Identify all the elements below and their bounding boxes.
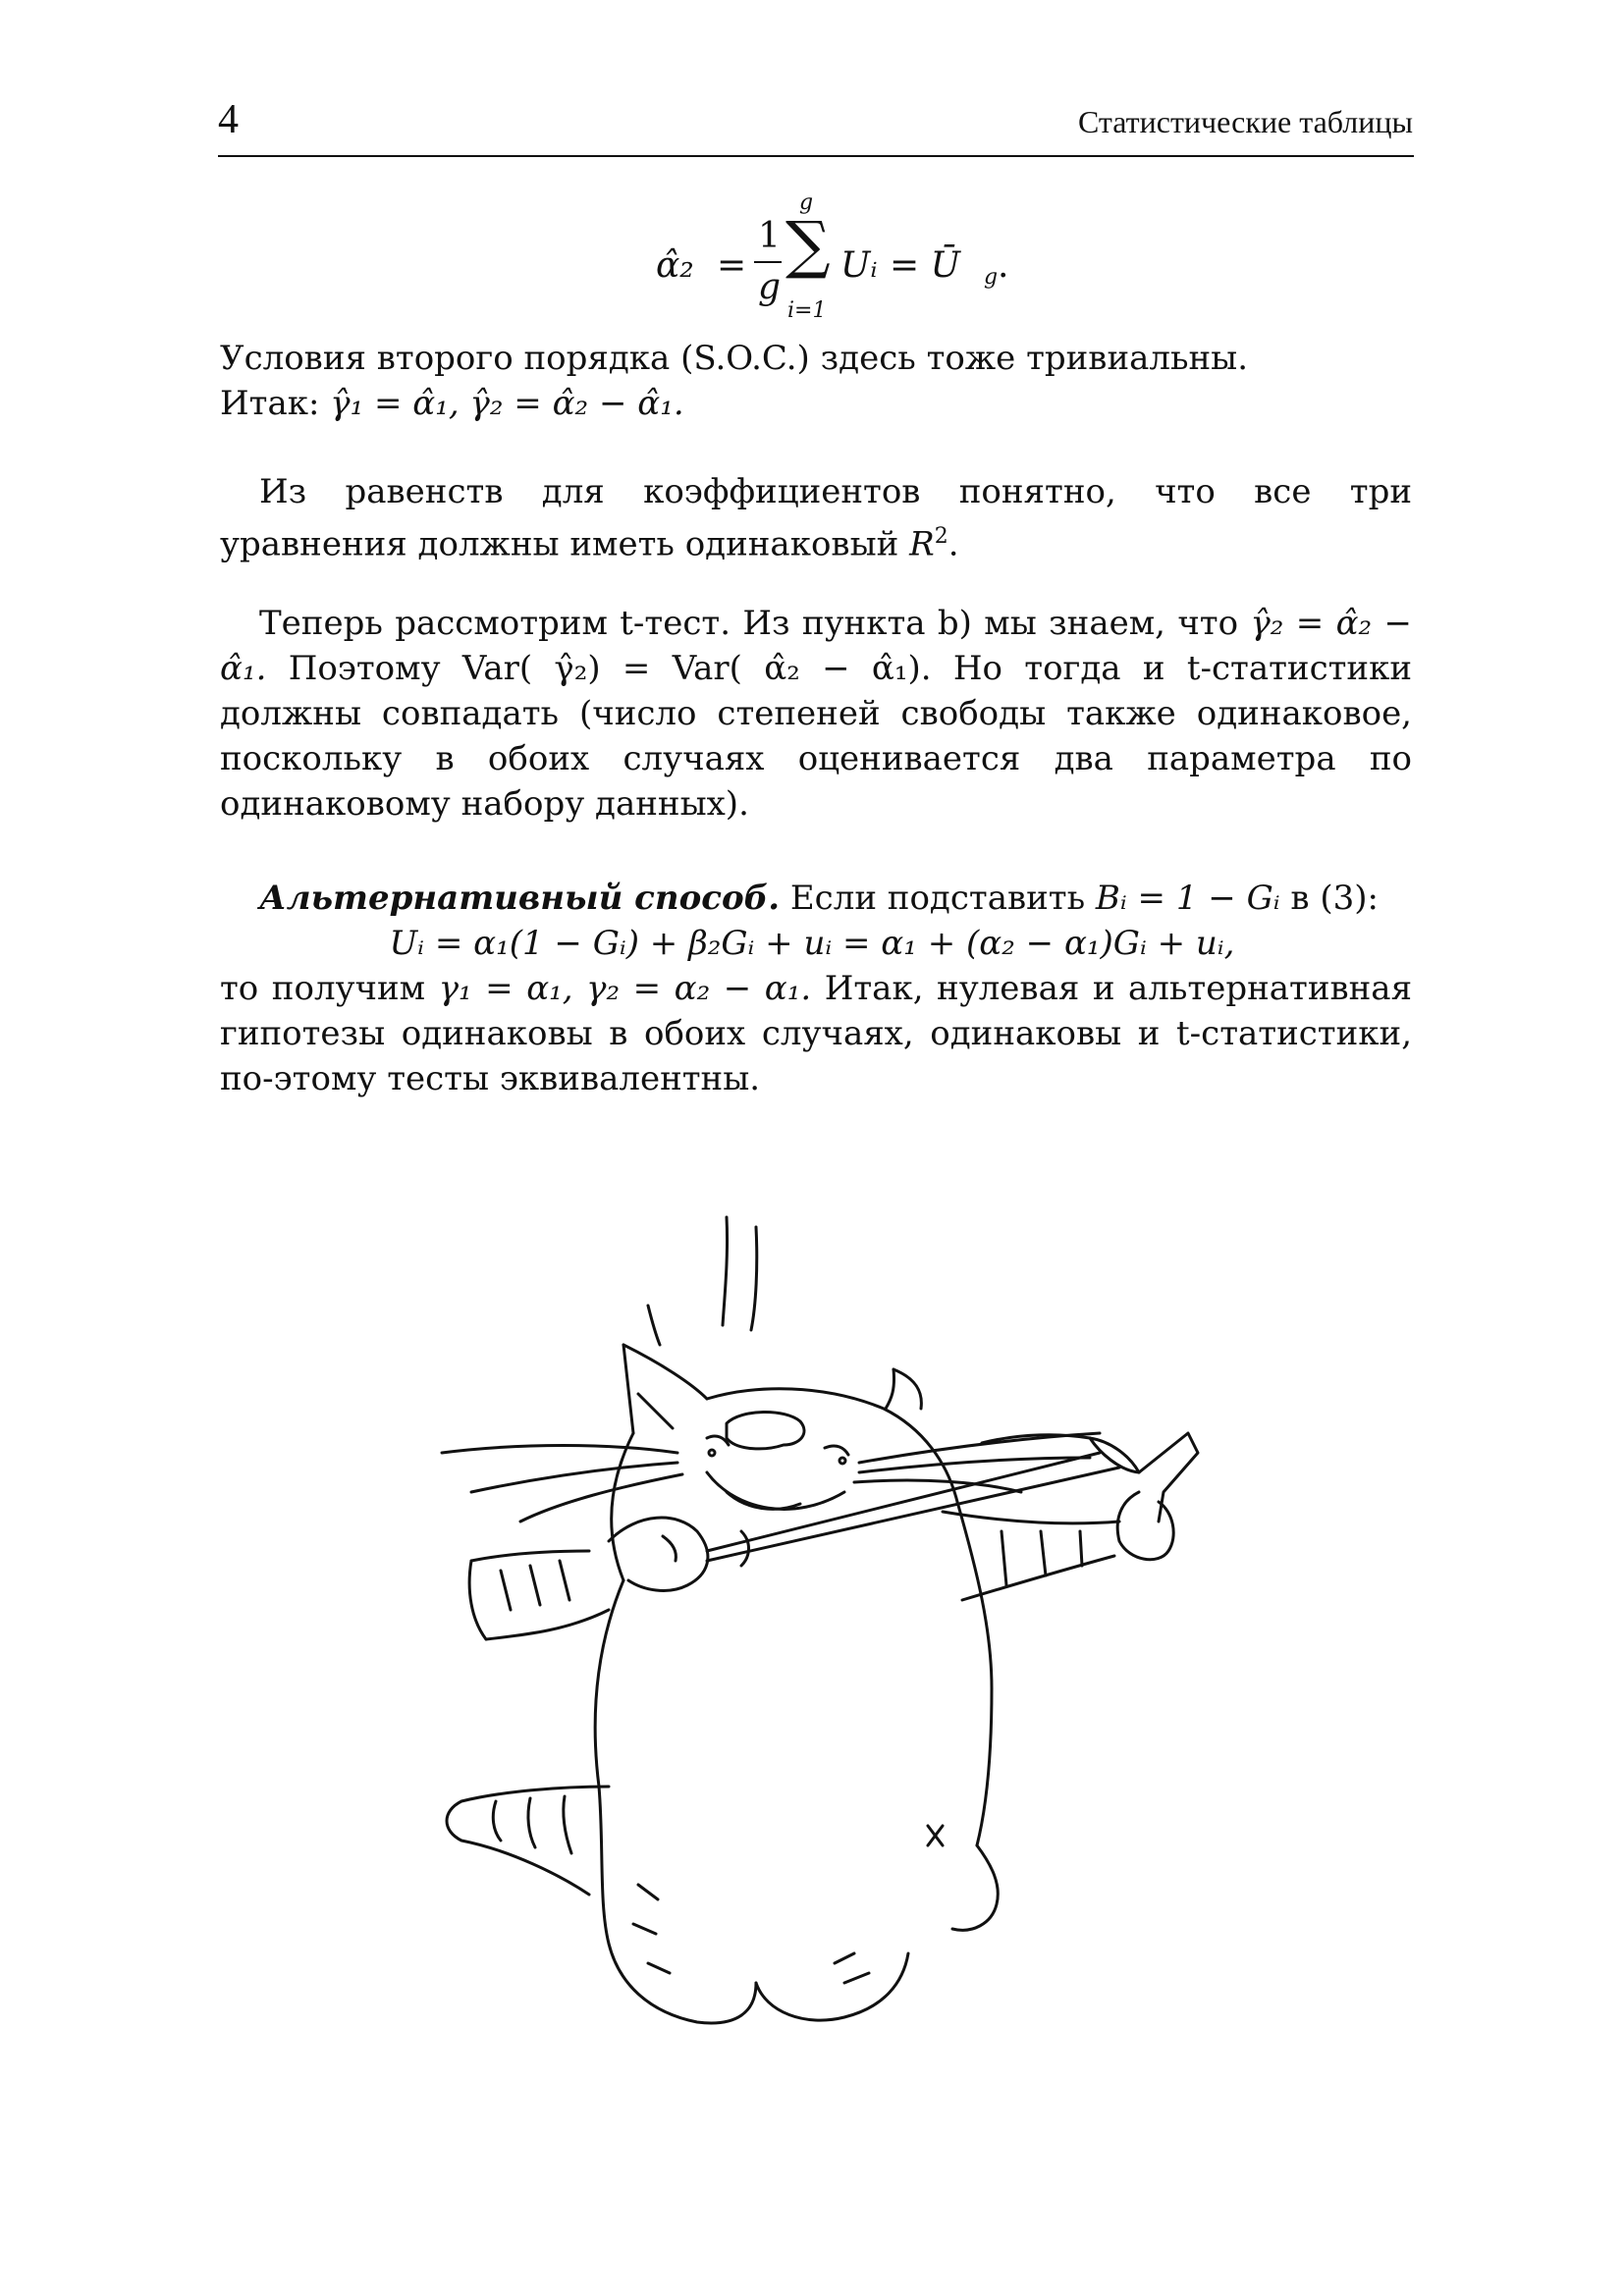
para1-end: . (947, 524, 959, 564)
itak-label: Итак: (220, 384, 320, 423)
formula-end: . (998, 245, 1009, 286)
itak-line (220, 381, 1412, 426)
cat-with-slingshot-icon (412, 1198, 1237, 2046)
formula-lhs: α̂₂ (656, 245, 694, 286)
para2-formula-1: γ̂₂ = α̂₂ − α̂₁. (220, 604, 1412, 688)
alt-text-b: в (3): (1290, 879, 1379, 918)
alt-text-a: Если подставить (789, 879, 1086, 918)
header-rule (218, 155, 1414, 157)
soc-text: Условия второго порядка (S.O.C.) здесь тоже тривиальны. (220, 339, 1249, 378)
sum-term: Uᵢ (840, 245, 878, 286)
itak-formula: γ̂₁ = α̂₁, γ̂₂ = α̂₂ − α̂₁. (330, 384, 684, 423)
alt-text-c: то получим (220, 969, 426, 1008)
frac-num: 1 (758, 216, 781, 256)
running-title: Статистические таблицы (1077, 104, 1413, 139)
sum-top: g (799, 190, 814, 215)
page-number: 4 (218, 97, 239, 142)
alt-heading: Альтернативный способ. (259, 879, 781, 918)
alt-formula: Bᵢ = 1 − Gᵢ (1095, 879, 1280, 918)
alt-text-d: Итак, нулевая и альтернативная гипотезы одинаковы в обоих случаях, одинаковы и t-статистики, по-этому тесты эквивалентны. (220, 969, 1413, 1098)
para1-text: Из равенств для коэффициентов понятно, что все три уравнения должны иметь одинаковый (220, 472, 1412, 564)
paragraph-r2 (220, 469, 1412, 566)
formula-rhs-sub: g (984, 265, 999, 290)
formula-u-i (0, 921, 1624, 966)
formula2-text: Uᵢ = α₁(1 − Gᵢ) + β₂Gᵢ + uᵢ = α₁ + (α₂ − α₁)Gᵢ + uᵢ, (389, 924, 1235, 963)
sum-sign: ∑ (785, 209, 831, 282)
formula-rhs: = Ū (890, 245, 960, 286)
r-symbol: R (909, 524, 935, 564)
formula-alpha2 (656, 190, 1068, 344)
paragraph-alternative (220, 876, 1412, 921)
alt-formula-2: γ₁ = α₁, γ₂ = α₂ − α₁. (438, 969, 812, 1008)
para2-text-b: Поэтому (288, 649, 441, 688)
sum-bottom: i=1 (787, 298, 827, 323)
para2-formula-2: Var( γ̂₂) = Var( α̂₂ − α̂₁). (461, 649, 932, 688)
para2-text-a: Теперь рассмотрим t-тест. Из пункта b) мы знаем, что (259, 604, 1239, 643)
r-sup: 2 (934, 524, 948, 549)
frac-den: g (758, 267, 782, 307)
paragraph-alt-conclusion (220, 966, 1412, 1101)
soc-line (220, 336, 1412, 381)
paragraph-t-test (220, 601, 1412, 827)
frac-bar (754, 261, 782, 263)
para2-text-c: Но тогда и t-статистики должны совпадать (число степеней свободы также одинаковое, поскольку в обоих случаях оценивается два параметра по одинаковому набору данных). (220, 649, 1412, 824)
formula-eq: = (717, 245, 747, 286)
